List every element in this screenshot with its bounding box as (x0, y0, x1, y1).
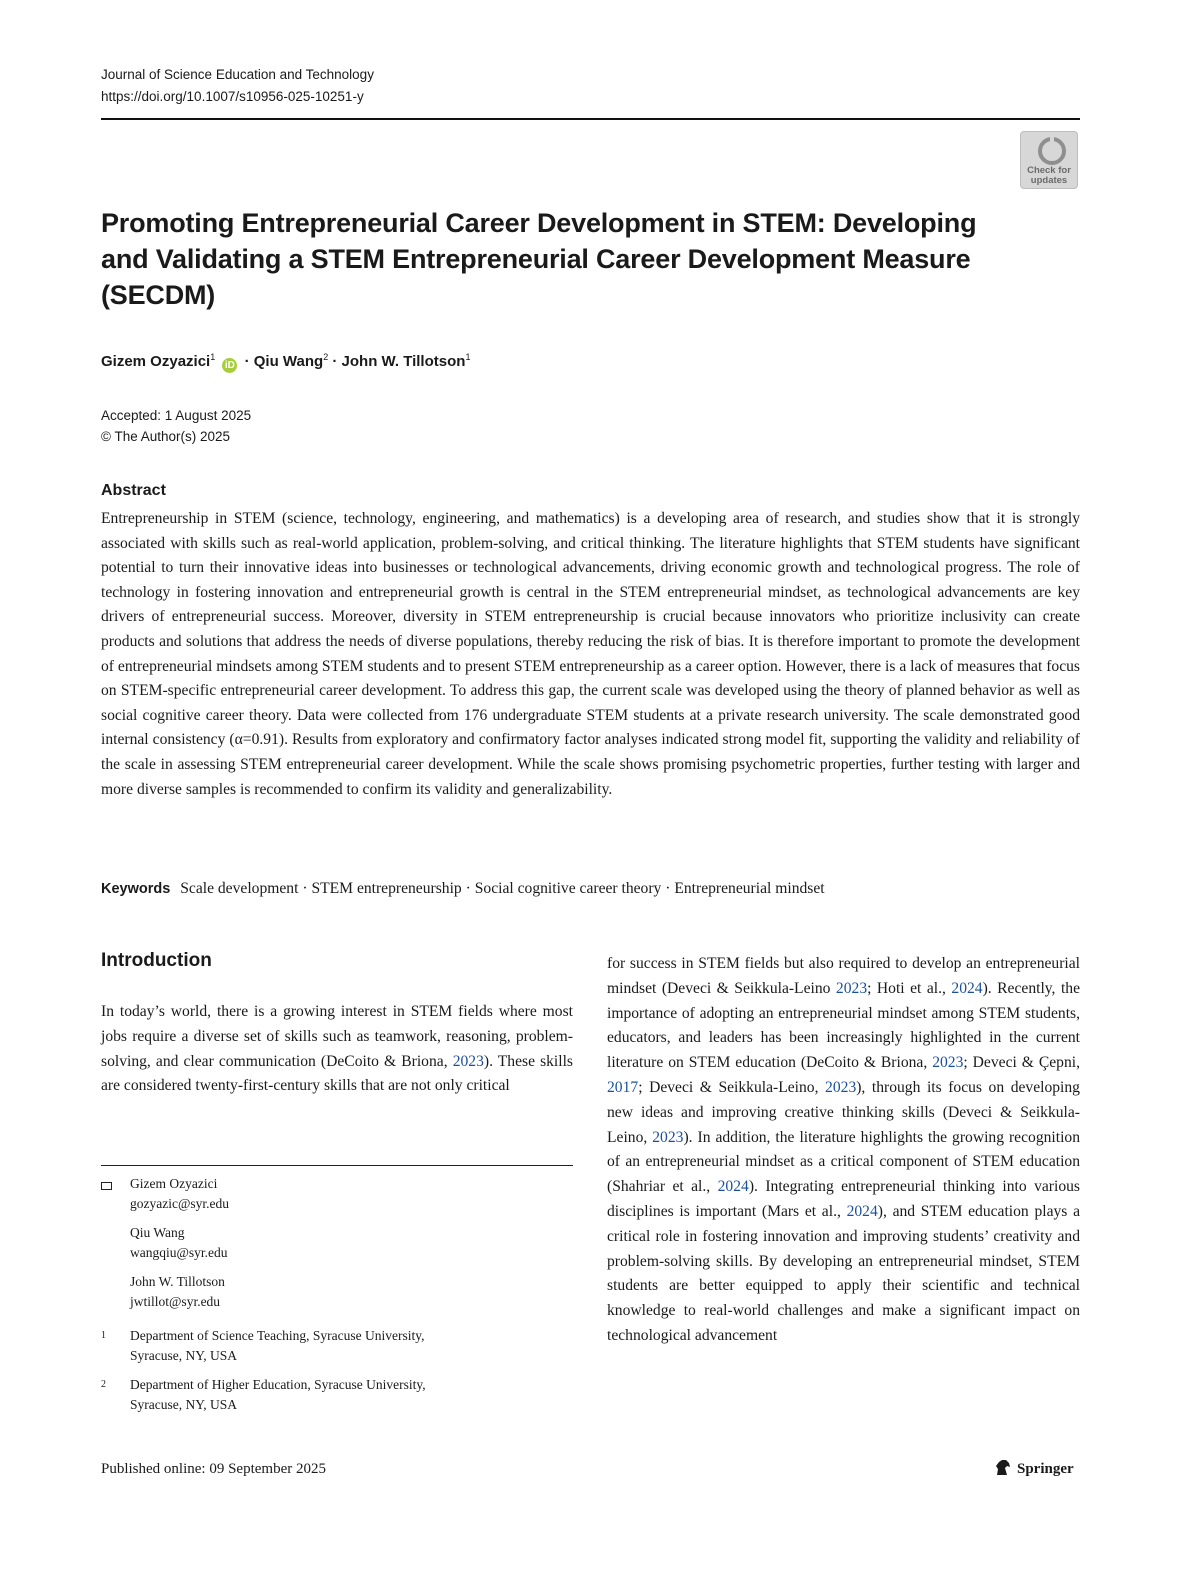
author-separator: · (244, 353, 250, 370)
article-title: Promoting Entrepreneurial Career Development in STEM: Developing and Validating a STEM Entrepreneurial Career Development Measure (SECDM) (101, 208, 977, 310)
publisher-name: Springer (1017, 1461, 1074, 1477)
copyright-line: © The Author(s) 2025 (101, 429, 231, 444)
contact-email[interactable]: gozyazic@syr.edu (130, 1196, 230, 1211)
affiliation-entry (101, 1326, 573, 1366)
author-name[interactable]: Qiu Wang (253, 353, 324, 370)
header-rule (101, 118, 1080, 120)
contact-email[interactable]: jwtillot@syr.edu (130, 1294, 221, 1309)
affiliation-number: 2 (101, 1379, 106, 1390)
keyword-separator: · (465, 880, 471, 897)
contact-name: Qiu Wang (130, 1225, 185, 1240)
article-dates (101, 405, 251, 447)
footnotes (101, 1174, 573, 1415)
citation-link[interactable]: 2024 (846, 1202, 878, 1220)
affiliation-mark: 1 (465, 352, 471, 362)
author-name[interactable]: John W. Tillotson (341, 353, 466, 370)
affiliation-mark: 2 (323, 352, 329, 362)
accepted-date: Accepted: 1 August 2025 (101, 408, 252, 423)
author-list (101, 346, 470, 373)
affiliation-line: Department of Higher Education, Syracuse University, (130, 1377, 426, 1392)
journal-name: Journal of Science Education and Technology (101, 67, 374, 82)
footnote-rule (101, 1165, 573, 1166)
contact-name: John W. Tillotson (130, 1274, 225, 1289)
contact-entry (101, 1174, 573, 1214)
contact-entry (101, 1272, 573, 1312)
author-name[interactable]: Gizem Ozyazici (101, 353, 211, 370)
contact-name: Gizem Ozyazici (130, 1176, 218, 1191)
citation-link[interactable]: 2024 (717, 1178, 749, 1196)
keyword: Social cognitive career theory (474, 880, 662, 897)
affiliation-number: 1 (101, 1330, 106, 1341)
published-date: Published online: 09 September 2025 (101, 1461, 326, 1477)
introduction-heading: Introduction (101, 950, 212, 971)
check-for-updates-label: Check for updates (1027, 165, 1071, 186)
affiliation-line: Department of Science Teaching, Syracuse University, (130, 1328, 425, 1343)
keyword: Scale development (180, 880, 299, 897)
orcid-icon[interactable]: iD (222, 358, 237, 373)
author-separator: · (332, 353, 338, 370)
abstract-text: Entrepreneurship in STEM (science, technology, engineering, and mathematics) is a developing area of research, and studies show that it is strongly associated with skills such as real-world application, problem-solving, and critical thinking. The literature highlights that STEM students have significant potential to turn their innovative ideas into businesses or technological advancements, driving economic growth and technological progress. The role of technology in fostering innovation and entrepreneurial growth is central in the STEM entrepreneurial mindset, as technological advancements are key drivers of entrepreneurial success. Moreover, diversity in STEM entrepreneurship is crucial because innovators who prioritize inclusivity can create products and solutions that address the needs of diverse populations, thereby reducing the risk of bias. It is therefore important to promote the development of entrepreneurial mindsets among STEM students and to present STEM entrepreneurship as a career option. However, there is a lack of measures that focus on STEM-specific entrepreneurial career development. To address this gap, the current scale was developed using the theory of planned behavior as well as social cognitive career theory. Data were collected from 176 undergraduate STEM students at a private research university. The scale demonstrated good internal consistency (α=0.91). Results from exploratory and confirmatory factor analyses indicated strong model fit, supporting the validity and reliability of the scale in assessing STEM entrepreneurial career development. While the scale shows promising psychometric properties, further testing with larger and more diverse samples is recommended to confirm its validity and generalizability. (101, 510, 1080, 798)
affiliation-line: Syracuse, NY, USA (130, 1397, 237, 1412)
publisher-logo (994, 1459, 1074, 1478)
affiliation-entry (101, 1375, 573, 1415)
contact-email[interactable]: wangqiu@syr.edu (130, 1245, 228, 1260)
affiliation-mark: 1 (210, 352, 216, 362)
citation-link[interactable]: 2023 (835, 979, 868, 997)
citation-link[interactable]: 2017 (607, 1078, 639, 1096)
keywords (101, 878, 825, 900)
keyword-separator: · (302, 880, 308, 897)
affiliation-line: Syracuse, NY, USA (130, 1348, 237, 1363)
keyword-separator: · (665, 880, 671, 897)
citation-link[interactable]: 2023 (452, 1052, 484, 1070)
citation-link[interactable]: 2023 (652, 1128, 684, 1146)
keyword: Entrepreneurial mindset (674, 880, 825, 897)
citation-link[interactable]: 2024 (951, 979, 983, 997)
citation-link[interactable]: 2023 (825, 1078, 857, 1096)
springer-horse-icon (994, 1459, 1012, 1476)
keyword: STEM entrepreneurship (311, 880, 462, 897)
check-for-updates-badge[interactable] (1020, 131, 1078, 189)
journal-header (101, 64, 374, 108)
doi-link[interactable]: https://doi.org/10.1007/s10956-025-10251-y (101, 89, 364, 104)
contact-entry (101, 1223, 573, 1263)
citation-link[interactable]: 2023 (932, 1054, 964, 1072)
refresh-icon (1038, 137, 1066, 165)
introduction-left-column: In today’s world, there is a growing interest in STEM fields where most jobs require a diverse set of skills such as teamwork, reasoning, problem-solving, and clear communication (DeCoito & Briona, 2023). These skills are considered twenty-first-century skills that are not only critical (101, 1003, 574, 1095)
envelope-icon (101, 1182, 112, 1190)
abstract-heading: Abstract (101, 482, 166, 499)
introduction-right-column: for success in STEM fields but also required to develop an entrepreneurial mindset (Deveci & Seikkula-Leino 2023; Hoti et al., 2024). Recently, the importance of adopting an entrepreneurial mindset among STEM students, educators, and leaders has been increasingly highlighted in the current literature on STEM education (DeCoito & Briona, 2023; Deveci & Çepni, 2017; Deveci & Seikkula-Leino, 2023), through its focus on developing new ideas and improving creative thinking skills (Deveci & Seikkula-Leino, 2023). In addition, the literature highlights the growing recognition of an entrepreneurial mindset as a critical component of STEM education (Shahriar et al., 2024). Integrating entrepreneurial thinking into various disciplines is important (Mars et al., 2024), and STEM education plays a critical role in fostering innovation and improving students’ creativity and problem-solving skills. By developing an entrepreneurial mindset, STEM students are better equipped to apply their scientific and technical knowledge to real-world challenges and make a significant impact on technological advancement (607, 955, 1081, 1344)
keywords-label: Keywords (101, 881, 171, 897)
